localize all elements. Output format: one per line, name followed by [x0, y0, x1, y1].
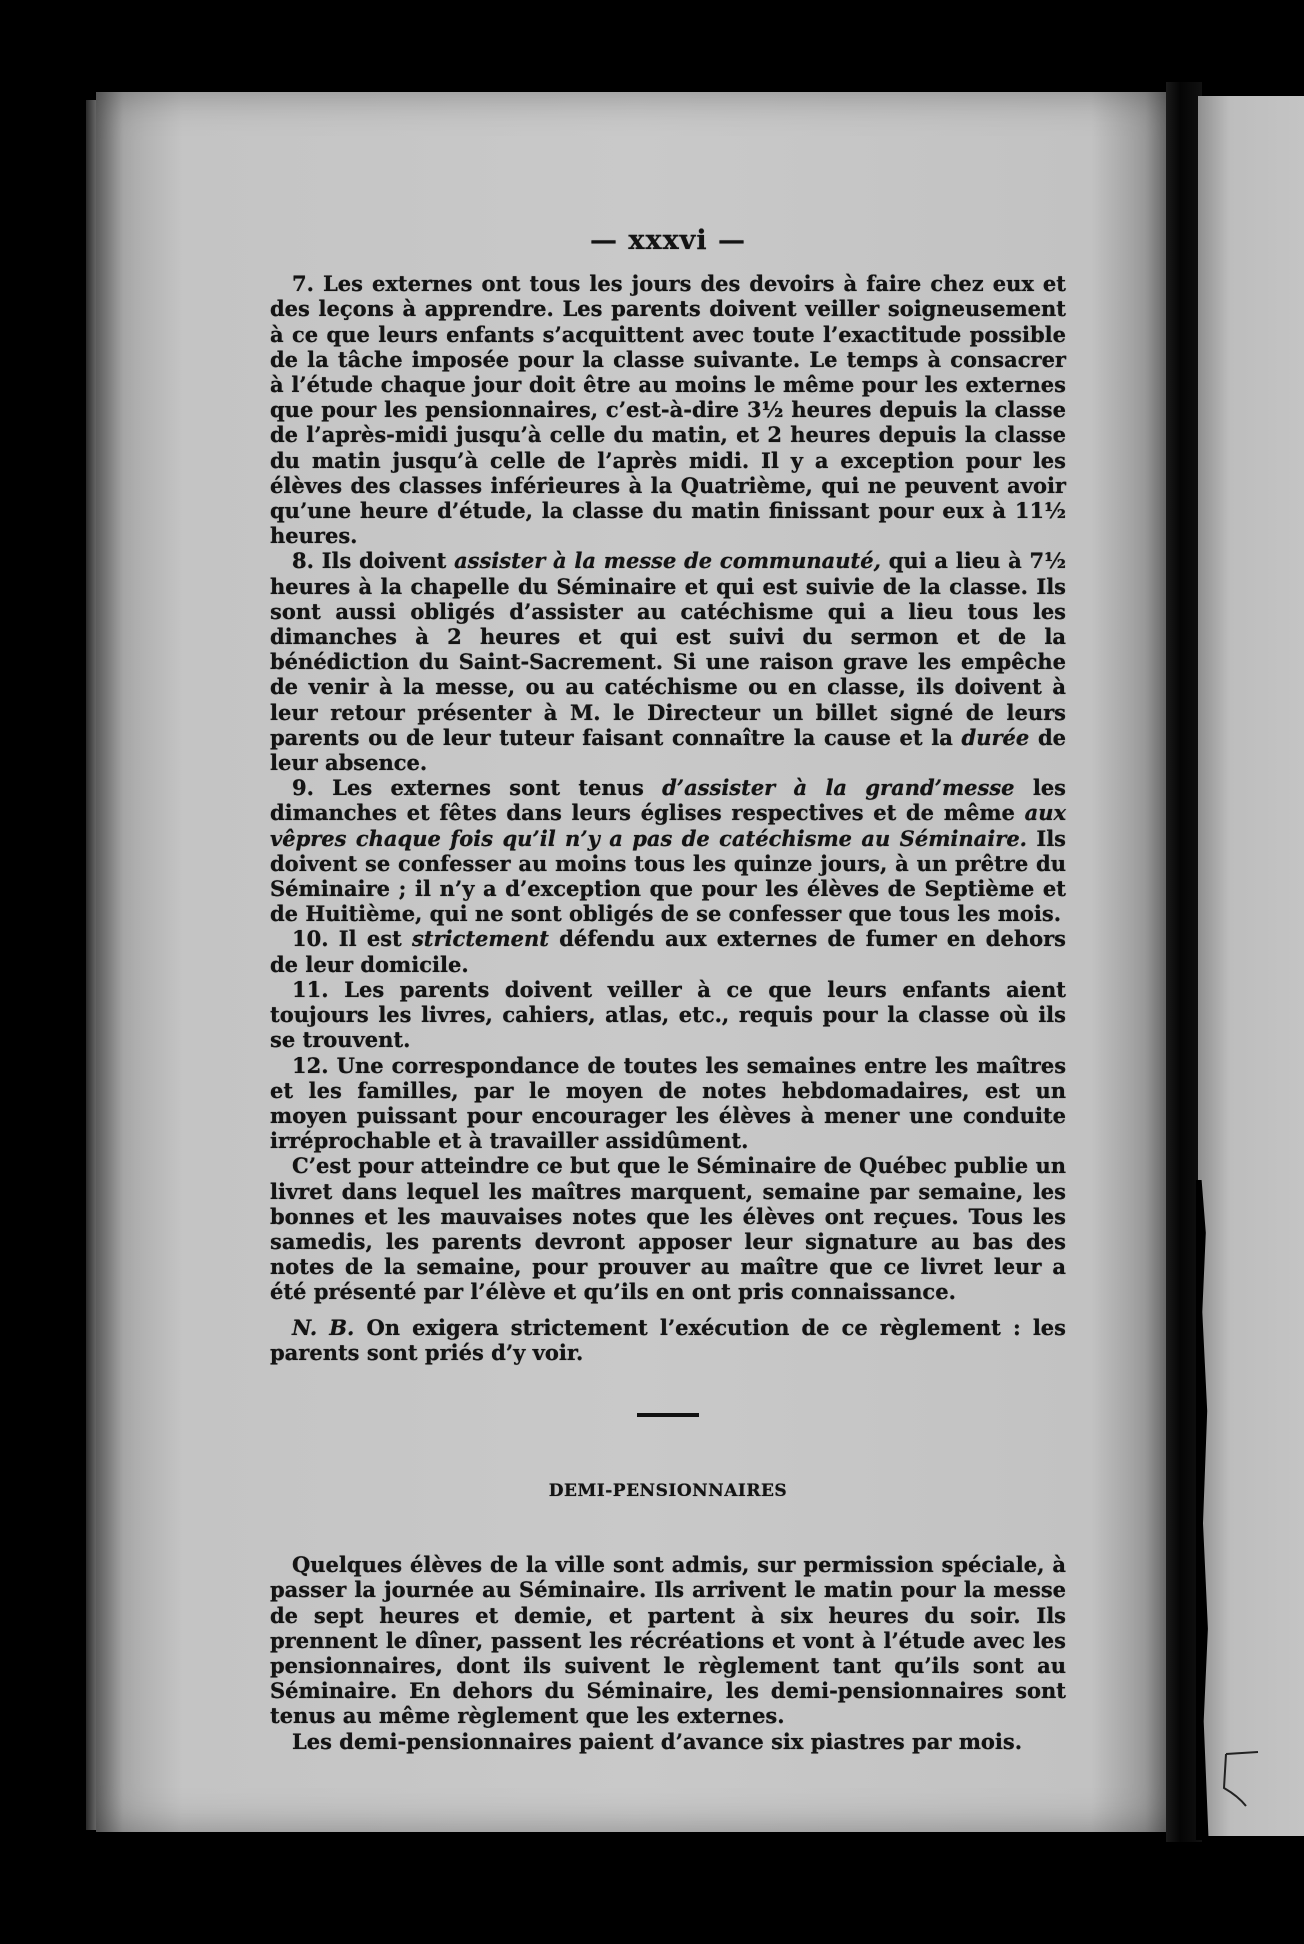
rule-8 — [270, 548, 1066, 775]
rule-12 — [270, 1053, 1066, 1154]
section-divider — [637, 1413, 699, 1417]
rule-7 — [270, 271, 1066, 548]
rule-number: 8. — [292, 548, 314, 574]
nota-bene-text: On exigera strictement l’exécution de ce règlement : les parents sont priés d’y voir. — [270, 1314, 1066, 1365]
rule-emphasis: strictement — [411, 926, 549, 952]
rule-10 — [270, 926, 1066, 976]
rule-text: de leur absence. — [270, 724, 1066, 776]
page-content — [270, 225, 1067, 1754]
rule-emphasis: aux vêpres chaque fois qu’il n’y a pas de catéchisme au Séminaire. — [270, 800, 1066, 851]
rule-emphasis: durée — [961, 724, 1030, 750]
rule-11 — [270, 977, 1066, 1053]
rule-emphasis: d’assister à la grand’messe — [662, 775, 1015, 801]
rule-number: 10. — [292, 926, 329, 952]
nota-bene-label: N. B. — [292, 1314, 355, 1340]
rule-text: les dimanches et fêtes dans leurs églises respectives et de même — [270, 775, 1067, 826]
rule-number: 11. — [292, 976, 329, 1002]
rule-text: Il est — [338, 926, 412, 952]
rule-emphasis: assister à la messe de communauté, — [454, 548, 881, 574]
rule-text: Une correspondance de toutes les semaines entre les maîtres et les familles, par le moyen de notes hebdomadaires, est un moyen puissant pour encourager les élèves à mener une conduite irréprochable et à travailler assidûment. — [270, 1052, 1067, 1154]
nota-bene — [270, 1315, 1066, 1365]
section-paragraph: Quelques élèves de la ville sont admis, sur permission spéciale, à passer la journée au Séminaire. Ils arrivent le matin pour la messe de sept heures et demie, et partent à six heures du soir. Ils prennent le dîner, passent les récréations et vont à l’étude avec les pensionnaires, dont ils suivent le règlement tant qu’ils sont au Séminaire. En dehors du Séminaire, les demi-pensionnaires sont tenus au même règlement que les externes. — [270, 1552, 1066, 1729]
rule-text: Ils doivent se confesser au moins tous les quinze jours, à un prêtre du Séminaire ; il n’y a d’exception que pour les élèves de Septième et de Huitième, qui ne sont obligés de se confesser que tous les mois. — [270, 825, 1067, 927]
rule-9 — [270, 775, 1066, 926]
section-title: DEMI-PENSIONNAIRES — [548, 1480, 788, 1501]
adjacent-page-strip — [1198, 96, 1304, 1836]
section-paragraph: Les demi-pensionnaires paient d’avance six piastres par mois. — [292, 1728, 1023, 1754]
rule-text: défendu aux externes de fumer en dehors de leur domicile. — [270, 926, 1067, 977]
rule-text: Les parents doivent veiller à ce que leurs enfants aient toujours les livres, cahiers, atlas, etc., requis pour la classe où ils se trouvent. — [270, 976, 1066, 1053]
rule-text: Ils doivent — [321, 548, 455, 574]
rule-number: 7. — [292, 271, 314, 297]
pencil-mark-icon — [1218, 1748, 1278, 1808]
rule-text: qui a lieu à 7½ heures à la chapelle du Séminaire et qui est suivie de la classe. Ils sont aussi obligés d’assister au catéchisme qui a lieu tous les dimanches à 2 heures et qui est suivi du sermon et de la bénédiction du Saint-Sacrement. Si une raison grave les empêche de venir à la messe, ou au catéchisme ou en classe, ils doivent à leur retour présenter à M. le Directeur un billet signé de leurs parents ou de leur tuteur faisant connaître la cause et la — [270, 548, 1067, 750]
rule-number: 12. — [292, 1052, 329, 1078]
rule-number: 9. — [292, 775, 314, 801]
page-number: — xxxvi — — [589, 225, 747, 256]
followup-paragraph: C’est pour atteindre ce but que le Séminaire de Québec publie un livret dans lequel les maîtres marquent, semaine par semaine, les bonnes et les mauvaises notes que les élèves ont reçues. Tous les samedis, les parents devront apposer leur signature au bas des notes de la semaine, pour prouver au maître que ce livret leur a été présenté par l’élève et qu’ils en ont pris connaissance. — [270, 1153, 1066, 1305]
rule-text: Les externes sont tenus — [332, 775, 663, 801]
rule-text: Les externes ont tous les jours des devoirs à faire chez eux et des leçons à apprendre. Les parents doivent veiller soigneusement à ce que leurs enfants s’acquittent avec toute l’exactitude possible de la tâche imposée pour la classe suivante. Le temps à consacrer à l’étude chaque jour doit être au moins le même pour les externes que pour les pensionnaires, c’est-à-dire 3½ heures depuis la classe de l’après-midi jusqu’à celle du matin, et 2 heures depuis la classe du matin jusqu’à celle de l’après midi. Il y a exception pour les élèves des classes inférieures à la Quatrième, qui ne peuvent avoir qu’une heure d’étude, la classe du matin finissant pour eux à 11½ heures. — [270, 271, 1066, 549]
